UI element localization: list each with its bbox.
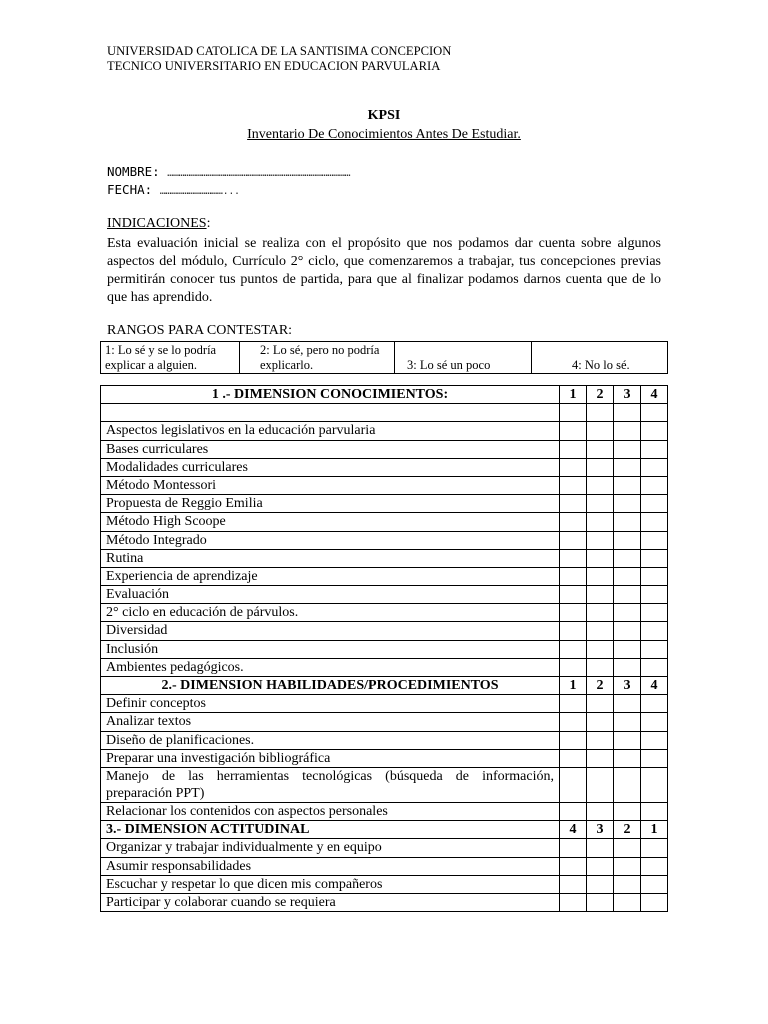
rating-cell[interactable] xyxy=(614,767,641,802)
item-label: 2° ciclo en educación de párvulos. xyxy=(101,604,560,622)
rating-cell[interactable] xyxy=(587,458,614,476)
table-row xyxy=(101,549,668,567)
rango-option-1: 1: Lo sé y se lo podría explicar a alguien. xyxy=(101,342,240,374)
item-label: Inclusión xyxy=(101,640,560,658)
table-row xyxy=(101,640,668,658)
rating-cell[interactable] xyxy=(560,513,587,531)
table-row xyxy=(101,839,668,857)
rating-cell[interactable] xyxy=(641,476,668,494)
rating-cell[interactable] xyxy=(641,422,668,440)
rating-cell[interactable] xyxy=(560,440,587,458)
rating-cell[interactable] xyxy=(560,476,587,494)
rating-cell[interactable] xyxy=(614,586,641,604)
rango-option-4: 4: No lo sé. xyxy=(532,342,668,374)
rating-cell[interactable] xyxy=(614,839,641,857)
rating-cell[interactable] xyxy=(614,567,641,585)
rating-cell[interactable] xyxy=(614,695,641,713)
section-header-row xyxy=(101,821,668,839)
rating-cell[interactable] xyxy=(560,749,587,767)
item-label: Experiencia de aprendizaje xyxy=(101,567,560,585)
rating-cell[interactable] xyxy=(560,549,587,567)
table-row xyxy=(101,422,668,440)
indicaciones-text: Esta evaluación inicial se realiza con el propósito que nos podamos dar cuenta sobre algunos aspectos del módulo, Currículo 2° ciclo, que comenzaremos a trabajar, tus concepciones previas permitirán conocer tus puntos de partida, para que al finalizar podamos darnos cuenta que de lo que has aprendido. xyxy=(107,236,661,305)
item-label: Diseño de planificaciones. xyxy=(101,731,560,749)
rating-cell[interactable] xyxy=(614,893,641,911)
university-name: UNIVERSIDAD CATOLICA DE LA SANTISIMA CONCEPCION xyxy=(107,44,452,58)
table-row xyxy=(101,731,668,749)
rating-cell[interactable] xyxy=(560,422,587,440)
table-row xyxy=(101,802,668,820)
rating-cell[interactable] xyxy=(587,549,614,567)
table-row xyxy=(101,513,668,531)
item-label: Participar y colaborar cuando se requiera xyxy=(101,893,560,911)
rating-cell[interactable] xyxy=(587,622,614,640)
rating-cell[interactable] xyxy=(641,458,668,476)
rating-cell[interactable] xyxy=(560,567,587,585)
scale-header: 3 xyxy=(614,677,641,695)
table-row xyxy=(101,893,668,911)
item-label: Método Montessori xyxy=(101,476,560,494)
rating-cell[interactable] xyxy=(641,640,668,658)
item-label: Bases curriculares xyxy=(101,440,560,458)
rating-cell[interactable] xyxy=(560,875,587,893)
rating-cell[interactable] xyxy=(587,422,614,440)
rating-cell[interactable] xyxy=(587,749,614,767)
table-row xyxy=(101,440,668,458)
item-label: Rutina xyxy=(101,549,560,567)
rating-cell[interactable] xyxy=(560,658,587,676)
rating-cell[interactable] xyxy=(641,513,668,531)
rating-cell[interactable] xyxy=(614,749,641,767)
kpsi-table xyxy=(100,385,668,912)
rating-cell[interactable] xyxy=(614,495,641,513)
rating-cell[interactable] xyxy=(641,857,668,875)
rango-option-2: 2: Lo sé, pero no podría explicarlo. xyxy=(240,342,395,374)
rating-cell[interactable] xyxy=(560,802,587,820)
rating-cell[interactable] xyxy=(560,695,587,713)
rating-cell[interactable] xyxy=(560,893,587,911)
rating-cell[interactable] xyxy=(614,731,641,749)
rating-cell[interactable] xyxy=(560,713,587,731)
item-label: Método Integrado xyxy=(101,531,560,549)
rating-cell[interactable] xyxy=(641,604,668,622)
rating-cell[interactable] xyxy=(560,731,587,749)
rating-cell[interactable] xyxy=(614,875,641,893)
table-row xyxy=(101,749,668,767)
section-header-row xyxy=(101,386,668,404)
item-label: Diversidad xyxy=(101,622,560,640)
rating-cell[interactable] xyxy=(641,440,668,458)
rating-cell[interactable] xyxy=(560,604,587,622)
rating-cell[interactable] xyxy=(641,404,668,422)
rating-cell[interactable] xyxy=(560,458,587,476)
institution-header xyxy=(107,44,451,74)
rating-cell[interactable] xyxy=(641,586,668,604)
rating-cell[interactable] xyxy=(560,586,587,604)
rating-cell[interactable] xyxy=(587,586,614,604)
nombre-field[interactable] xyxy=(107,164,350,179)
rating-cell[interactable] xyxy=(560,622,587,640)
scale-header: 1 xyxy=(560,677,587,695)
item-label: Escuchar y respetar lo que dicen mis compañeros xyxy=(101,875,560,893)
table-row xyxy=(101,875,668,893)
table-row xyxy=(101,604,668,622)
rating-cell[interactable] xyxy=(587,440,614,458)
rating-cell[interactable] xyxy=(641,695,668,713)
indicaciones-heading xyxy=(107,216,210,232)
table-row xyxy=(101,767,668,802)
nombre-blank[interactable]: …………………………………………………………………………………… xyxy=(167,168,351,179)
rating-cell[interactable] xyxy=(614,440,641,458)
rangos-row xyxy=(101,342,668,374)
section-title: 2.- DIMENSION HABILIDADES/PROCEDIMIENTOS xyxy=(101,677,560,695)
table-row xyxy=(101,695,668,713)
scale-header: 2 xyxy=(614,821,641,839)
indicaciones-colon: : xyxy=(206,216,211,231)
rating-cell[interactable] xyxy=(587,531,614,549)
rating-cell[interactable] xyxy=(614,404,641,422)
rating-cell[interactable] xyxy=(614,640,641,658)
rating-cell[interactable] xyxy=(614,622,641,640)
item-label: Manejo de las herramientas tecnológicas (búsqueda de información, preparación PPT) xyxy=(101,767,560,802)
rating-cell[interactable] xyxy=(587,567,614,585)
rating-cell[interactable] xyxy=(587,695,614,713)
item-label: Ambientes pedagógicos. xyxy=(101,658,560,676)
rating-cell[interactable] xyxy=(641,622,668,640)
item-label: Organizar y trabajar individualmente y en equipo xyxy=(101,839,560,857)
rating-cell[interactable] xyxy=(641,767,668,802)
rating-cell[interactable] xyxy=(587,767,614,802)
rating-cell[interactable] xyxy=(587,640,614,658)
rangos-table xyxy=(100,341,668,374)
nombre-label: NOMBRE: xyxy=(107,164,160,179)
rating-cell[interactable] xyxy=(587,893,614,911)
table-row xyxy=(101,857,668,875)
fecha-label: FECHA: xyxy=(107,182,153,197)
table-row xyxy=(101,567,668,585)
item-label: Evaluación xyxy=(101,586,560,604)
rating-cell[interactable] xyxy=(587,513,614,531)
table-row xyxy=(101,622,668,640)
section-header-row xyxy=(101,677,668,695)
rango-option-3: 3: Lo sé un poco xyxy=(395,342,532,374)
scale-header: 4 xyxy=(560,821,587,839)
rating-cell[interactable] xyxy=(614,422,641,440)
table-row xyxy=(101,713,668,731)
blank-row xyxy=(101,404,668,422)
rating-cell[interactable] xyxy=(614,713,641,731)
rating-cell[interactable] xyxy=(587,875,614,893)
rating-cell[interactable] xyxy=(560,404,587,422)
rating-cell[interactable] xyxy=(587,495,614,513)
indicaciones-label: INDICACIONES xyxy=(107,216,207,231)
scale-header: 1 xyxy=(560,386,587,404)
fecha-field[interactable] xyxy=(107,182,240,197)
document-title: KPSI xyxy=(367,108,401,123)
rating-cell[interactable] xyxy=(614,513,641,531)
table-row xyxy=(101,476,668,494)
scale-header: 2 xyxy=(587,677,614,695)
rating-cell[interactable] xyxy=(641,495,668,513)
item-label xyxy=(101,404,560,422)
rating-cell[interactable] xyxy=(560,640,587,658)
rating-cell[interactable] xyxy=(614,802,641,820)
rating-cell[interactable] xyxy=(641,567,668,585)
rating-cell[interactable] xyxy=(641,549,668,567)
rating-cell[interactable] xyxy=(641,531,668,549)
scale-header: 3 xyxy=(587,821,614,839)
rating-cell[interactable] xyxy=(641,713,668,731)
item-label: Modalidades curriculares xyxy=(101,458,560,476)
fecha-blank[interactable]: ……………………………... xyxy=(159,186,240,197)
table-row xyxy=(101,531,668,549)
rating-cell[interactable] xyxy=(641,749,668,767)
section-title: 1 .- DIMENSION CONOCIMIENTOS: xyxy=(101,386,560,404)
rating-cell[interactable] xyxy=(641,839,668,857)
scale-header: 3 xyxy=(614,386,641,404)
rating-cell[interactable] xyxy=(587,604,614,622)
item-label: Preparar una investigación bibliográfica xyxy=(101,749,560,767)
program-name: TECNICO UNIVERSITARIO EN EDUCACION PARVULARIA xyxy=(107,59,441,73)
rating-cell[interactable] xyxy=(560,495,587,513)
item-label: Relacionar los contenidos con aspectos personales xyxy=(101,802,560,820)
rating-cell[interactable] xyxy=(614,476,641,494)
rating-cell[interactable] xyxy=(560,857,587,875)
rating-cell[interactable] xyxy=(560,767,587,802)
rating-cell[interactable] xyxy=(614,658,641,676)
rating-cell[interactable] xyxy=(614,604,641,622)
table-row xyxy=(101,586,668,604)
rating-cell[interactable] xyxy=(560,839,587,857)
rating-cell[interactable] xyxy=(641,875,668,893)
document-subtitle: Inventario De Conocimientos Antes De Estudiar. xyxy=(247,127,521,142)
item-label: Analizar textos xyxy=(101,713,560,731)
item-label: Asumir responsabilidades xyxy=(101,857,560,875)
rating-cell[interactable] xyxy=(560,531,587,549)
item-label: Aspectos legislativos en la educación parvularia xyxy=(101,422,560,440)
table-row xyxy=(101,458,668,476)
rating-cell[interactable] xyxy=(587,404,614,422)
rating-cell[interactable] xyxy=(587,857,614,875)
item-label: Método High Scoope xyxy=(101,513,560,531)
item-label: Propuesta de Reggio Emilia xyxy=(101,495,560,513)
rating-cell[interactable] xyxy=(587,658,614,676)
rating-cell[interactable] xyxy=(614,549,641,567)
rating-cell[interactable] xyxy=(587,731,614,749)
rating-cell[interactable] xyxy=(587,713,614,731)
rating-cell[interactable] xyxy=(641,658,668,676)
rating-cell[interactable] xyxy=(614,531,641,549)
rating-cell[interactable] xyxy=(587,839,614,857)
item-label: Definir conceptos xyxy=(101,695,560,713)
scale-header: 4 xyxy=(641,677,668,695)
table-row xyxy=(101,658,668,676)
rating-cell[interactable] xyxy=(587,802,614,820)
rating-cell[interactable] xyxy=(641,731,668,749)
rangos-label: RANGOS PARA CONTESTAR: xyxy=(107,323,293,338)
scale-header: 1 xyxy=(641,821,668,839)
rating-cell[interactable] xyxy=(614,458,641,476)
rating-cell[interactable] xyxy=(641,893,668,911)
rating-cell[interactable] xyxy=(614,857,641,875)
rating-cell[interactable] xyxy=(641,802,668,820)
table-row xyxy=(101,495,668,513)
rating-cell[interactable] xyxy=(587,476,614,494)
section-title: 3.- DIMENSION ACTITUDINAL xyxy=(101,821,560,839)
scale-header: 2 xyxy=(587,386,614,404)
scale-header: 4 xyxy=(641,386,668,404)
